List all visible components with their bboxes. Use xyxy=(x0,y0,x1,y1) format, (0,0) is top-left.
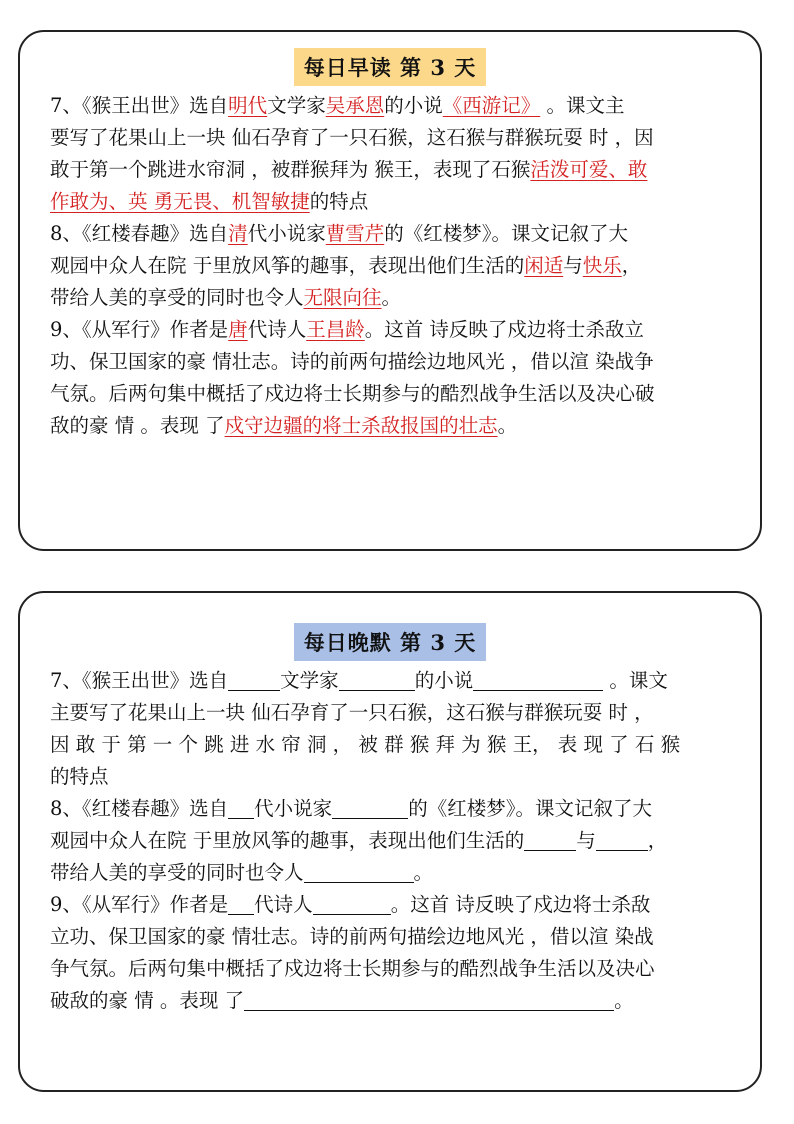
q9-line-3: 气氛。后两句集中概括了戍边将士长期参与的酷烈战争生活以及决心破 xyxy=(50,382,655,405)
q7-line-1 xyxy=(50,90,740,122)
blank-era[interactable] xyxy=(228,894,254,915)
q7-line-2: 要写了花果山上一块 仙石孕育了一只石猴，这石猴与群猴玩耍 时 ，因 xyxy=(50,126,654,149)
q8-answer-w1: 闲适 xyxy=(524,254,564,277)
q7-answer-era: 明代 xyxy=(228,94,268,117)
e-q8-text: 。 xyxy=(413,861,434,884)
morning-title: 每日早读 第 3 天 xyxy=(294,48,487,86)
q8-answer-era: 清 xyxy=(228,222,248,245)
q9-line-4 xyxy=(50,410,740,442)
e-q8-line-1 xyxy=(50,793,740,825)
e-q7-text: 的小说 xyxy=(414,669,474,692)
e-q9-line-1 xyxy=(50,889,740,921)
evening-title: 每日晚默 第 3 天 xyxy=(294,623,487,661)
q7-answer-traits-2: 作敢为、英 勇无畏、机智敏捷 xyxy=(50,190,310,213)
blank-author[interactable] xyxy=(339,670,415,691)
q7-line-4 xyxy=(50,186,740,218)
e-q8-text: 8、《红楼春趣》选自 xyxy=(50,797,229,820)
blank-w3[interactable] xyxy=(304,862,414,883)
e-q9-text: 。这首 诗反映了戍边将士杀敌 xyxy=(390,893,651,916)
e-q9-text: 。 xyxy=(614,989,634,1012)
q8-text: 带给人美的享受的同时也令人 xyxy=(50,286,304,309)
e-q9-text: 代诗人 xyxy=(254,893,313,916)
q8-text: 8、《红楼春趣》选自 xyxy=(50,222,229,245)
blank-w2[interactable] xyxy=(596,830,648,851)
blank-author[interactable] xyxy=(332,798,408,819)
q8-text: 。 xyxy=(381,286,402,309)
q9-text: 代诗人 xyxy=(247,318,307,341)
q7-text: 文学家 xyxy=(267,94,326,117)
blank-era[interactable] xyxy=(228,798,254,819)
q7-answer-author: 吴承恩 xyxy=(325,94,385,117)
q9-answer-theme: 戍守边疆的将士杀敌报国的壮志 xyxy=(224,414,498,437)
evening-body xyxy=(50,665,740,1017)
e-q8-text: 的《红楼梦》。课文记叙了大 xyxy=(408,797,652,820)
q7-text: 7、《猴王出世》选自 xyxy=(50,94,229,117)
e-q7-line-2: 主要写了花果山上一块 仙石孕育了一只石猴，这石猴与群猴玩耍 时 ， xyxy=(50,701,654,724)
e-q7-text: 文学家 xyxy=(280,669,339,692)
e-q9-text: 破敌的豪 情 。表现 了 xyxy=(50,989,245,1012)
e-q9-line-3: 争气氛。后两句集中概括了戍边将士长期参与的酷烈战争生活以及决心 xyxy=(50,957,655,980)
e-q9-line-4 xyxy=(50,985,740,1017)
q7-line-3 xyxy=(50,154,740,186)
blank-theme[interactable] xyxy=(244,990,614,1011)
e-q8-text: ， xyxy=(647,829,668,852)
e-q7-line-4: 的特点 xyxy=(50,765,109,788)
q8-text: 与 xyxy=(563,254,583,277)
q7-answer-book: 《西游记》 xyxy=(442,94,541,117)
e-q7-text: 7、《猴王出世》选自 xyxy=(50,669,229,692)
q8-answer-author: 曹雪芹 xyxy=(325,222,385,245)
e-q9-text: 9、《从军行》作者是 xyxy=(50,893,229,916)
e-q8-text: 观园中众人在院 于里放风筝的趣事，表现出他们生活的 xyxy=(50,829,525,852)
e-q7-line-1 xyxy=(50,665,740,697)
blank-era[interactable] xyxy=(228,670,280,691)
q9-text: 。 xyxy=(497,414,518,437)
e-q8-text: 代小说家 xyxy=(254,797,333,820)
e-q9-line-2: 立功、保卫国家的豪 情壮志。诗的前两句描绘边地风光 ，借以渲 染战 xyxy=(50,925,654,948)
q9-line-1 xyxy=(50,314,740,346)
q9-text: 。这首 诗反映了戍边将士杀敌立 xyxy=(364,318,644,341)
e-q7-text: 。课文 xyxy=(603,669,668,692)
q7-text: 的小说 xyxy=(384,94,443,117)
q7-text: 的特点 xyxy=(309,190,369,213)
blank-w1[interactable] xyxy=(524,830,576,851)
q8-text: 观园中众人在院 于里放风筝的趣事，表现出他们生活的 xyxy=(50,254,525,277)
e-q8-text: 与 xyxy=(576,829,596,852)
q9-text: 9、《从军行》作者是 xyxy=(50,318,229,341)
q7-text: 。课文主 xyxy=(540,94,625,117)
q8-line-3 xyxy=(50,282,740,314)
q8-text: 代小说家 xyxy=(247,222,326,245)
q8-answer-w3: 无限向往 xyxy=(303,286,382,309)
q8-answer-w2: 快乐 xyxy=(582,254,622,277)
q7-text: 敢于第一个跳进水帘洞 ，被群猴拜为 猴王，表现了石猴 xyxy=(50,158,531,181)
blank-poet[interactable] xyxy=(313,894,391,915)
morning-body xyxy=(50,90,740,442)
q8-text: 的《红楼梦》。课文记叙了大 xyxy=(384,222,628,245)
e-q8-text: 带给人美的享受的同时也令人 xyxy=(50,861,304,884)
e-q8-line-3 xyxy=(50,857,740,889)
morning-reading-card xyxy=(18,30,762,551)
q9-answer-poet: 王昌龄 xyxy=(306,318,365,341)
blank-book[interactable] xyxy=(473,670,603,691)
q9-answer-era: 唐 xyxy=(228,318,248,341)
evening-dictation-card xyxy=(18,591,762,1092)
q9-line-2: 功、保卫国家的豪 情壮志。诗的前两句描绘边地风光 ，借以渲 染战争 xyxy=(50,350,654,373)
e-q8-line-2 xyxy=(50,825,740,857)
q8-line-1 xyxy=(50,218,740,250)
q7-answer-traits-1: 活泼可爱、敢 xyxy=(530,158,648,181)
q8-text: ， xyxy=(621,254,642,277)
e-q7-line-3: 因 敢 于 第 一 个 跳 进 水 帘 洞 ， 被 群 猴 拜 为 猴 王， 表 现 了 石 猴 xyxy=(50,733,681,756)
q9-text: 敌的豪 情 。表现 了 xyxy=(50,414,225,437)
q8-line-2 xyxy=(50,250,740,282)
